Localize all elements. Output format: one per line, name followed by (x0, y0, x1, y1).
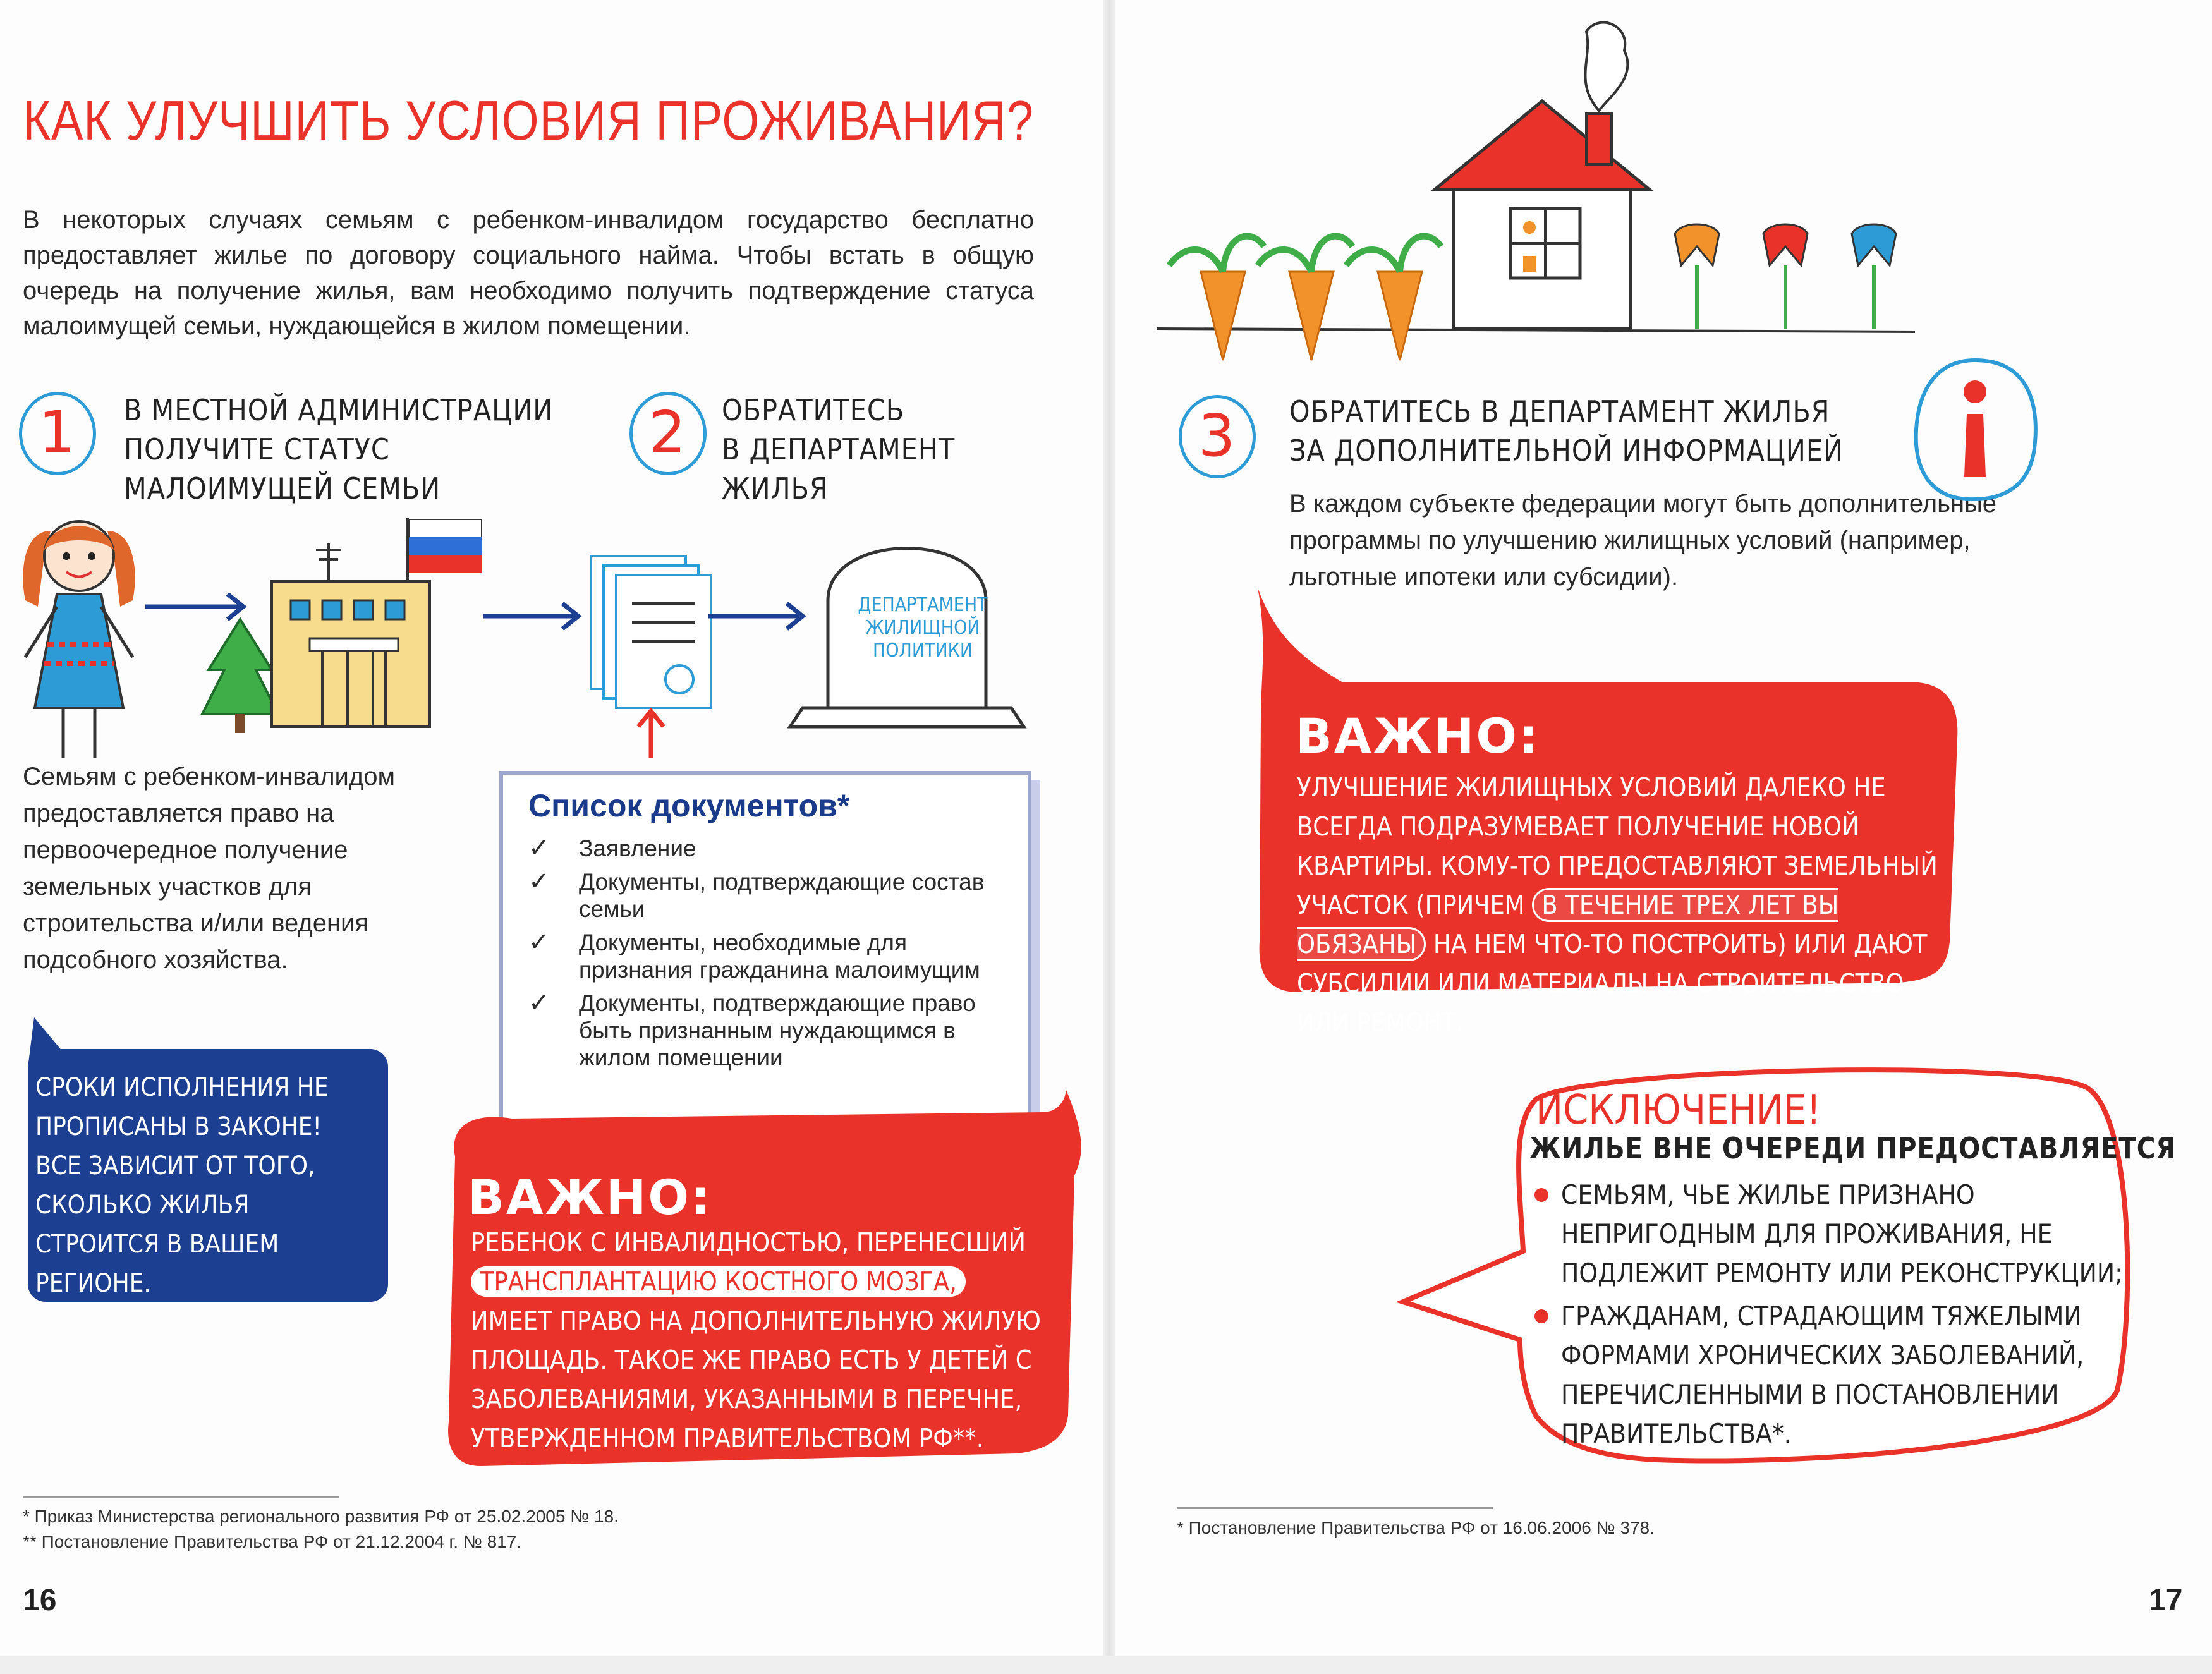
tree-icon (202, 619, 278, 733)
step-1-digit: 1 (38, 399, 76, 466)
step-3-line-2: ЗА ДОПОЛНИТЕЛЬНОЙ ИНФОРМАЦИЕЙ (1289, 434, 1844, 468)
list-item (528, 929, 1021, 983)
exception-list (1529, 1175, 2136, 1457)
tulip-icon (1852, 224, 1896, 329)
exception-title: ИСКЛЮЧЕНИЕ! (1536, 1087, 1821, 1134)
department-sign-line-2: ЖИЛИЩНОЙ (865, 617, 980, 639)
footnote-2: ** Постановление Правительства РФ от 21.12.2004 г. № 817. (23, 1532, 522, 1551)
list-item-text: ГРАЖДАНАМ, СТРАДАЮЩИМ ТЯЖЕЛЫМИ ФОРМАМИ ХРОНИЧЕСКИХ ЗАБОЛЕВАНИЙ, ПЕРЕЧИСЛЕННЫМИ В ПОСТАНОВЛЕНИИ ПРАВИТЕЛЬСТВА*. (1561, 1301, 2084, 1449)
step-1-label (124, 391, 629, 508)
check-icon: ✓ (528, 868, 550, 895)
list-item-text: Документы, необходимые для признания гражданина малоимущим (579, 930, 980, 983)
info-icon (1909, 354, 2041, 506)
step-3-label (1289, 392, 1896, 470)
book-gutter (1103, 0, 1115, 1674)
step-1-line-3: МАЛОИМУЩЕЙ СЕМЬИ (124, 471, 441, 506)
documents-list (528, 835, 1021, 1077)
documents-icon (591, 556, 711, 708)
list-item (1529, 1175, 2136, 1293)
important-text-right-part1: УЛУЧШЕНИЕ ЖИЛИЩНЫХ УСЛОВИЙ ДАЛЕКО НЕ ВСЕГДА ПОДРАЗУМЕВАЕТ ПОЛУЧЕНИЕ НОВОЙ КВАРТИРЫ. КОМУ-ТО ПРЕДОСТАВЛЯЮТ ЗЕМЕЛЬНЫЙ УЧАСТОК (ПРИЧЕМ (1297, 772, 1938, 920)
house-icon (1435, 23, 1650, 329)
step-2-digit: 2 (648, 399, 686, 466)
tulip-icon (1763, 224, 1808, 329)
highlight-bone-marrow: ТРАНСПЛАНТАЦИЮ КОСТНОГО МОЗГА, (471, 1266, 966, 1297)
list-item-text: Документы, подтверждающие право быть признанным нуждающимся в жилом помещении (579, 990, 976, 1071)
important-text-right (1297, 768, 1954, 1042)
department-sign (841, 594, 1005, 662)
important-text-left (471, 1223, 1059, 1458)
check-icon: ✓ (528, 834, 550, 862)
documents-list-title: Список документов* (528, 788, 850, 823)
step-3-number (1179, 395, 1255, 477)
check-icon: ✓ (528, 928, 550, 956)
step-1-number (19, 392, 95, 474)
bullet-icon (1534, 1188, 1548, 1202)
step-2-line-1: ОБРАТИТЕСЬ (722, 393, 905, 427)
speech-tail (28, 1017, 116, 1068)
footnote-1: * Постановление Правительства РФ от 16.06.2006 № 378. (1177, 1518, 1655, 1538)
step-3-text: В каждом субъекте федерации могут быть дополнительные программы по улучшению жилищных условий (например, льготные ипотеки или субсидии). (1289, 490, 1997, 591)
carrot-icon (1258, 236, 1352, 360)
arrow-up-icon (638, 711, 664, 758)
land-plot-text: Семьям с ребенком-инвалидом предоставляется право на первоочередное получение земельных участков для строительства и/или ведения подсобного хозяйства. (23, 763, 395, 974)
department-sign-line-1: ДЕПАРТАМЕНТ (858, 594, 988, 616)
arrow-right-icon (483, 603, 578, 629)
step-3-digit: 3 (1198, 402, 1236, 470)
list-item (1529, 1297, 2136, 1453)
bullet-icon (1534, 1309, 1548, 1323)
arrow-right-icon (708, 603, 803, 629)
arrow-right-icon (145, 594, 243, 619)
page-number-left: 16 (23, 1584, 57, 1617)
exception-subtitle: ЖИЛЬЕ ВНЕ ОЧЕРЕДИ ПРЕДОСТАВЛЯЕТСЯ (1529, 1131, 2177, 1165)
important-text-left-part1: РЕБЕНОК С ИНВАЛИДНОСТЬЮ, ПЕРЕНЕСШИЙ (471, 1227, 1026, 1258)
carrot-icon (1346, 236, 1441, 360)
girl-icon (23, 521, 135, 758)
check-icon: ✓ (528, 989, 550, 1017)
list-item-text: Заявление (579, 835, 696, 861)
list-item (528, 990, 1021, 1071)
important-text-right-part2: НА НЕМ ЧТО-ТО ПОСТРОИТЬ) ИЛИ ДАЮТ СУБСИДИИ ИЛИ МАТЕРИАЛЫ НА СТРОИТЕЛЬСТВО ИЛИ РЕМОНТ. (1297, 929, 1928, 1038)
footnotes-right (1177, 1515, 1935, 1541)
footnote-divider (23, 1496, 339, 1498)
step-1-line-1: В МЕСТНОЙ АДМИНИСТРАЦИИ (124, 393, 554, 427)
list-item-text: Документы, подтверждающие состав семьи (579, 869, 985, 922)
tulip-icon (1675, 224, 1719, 329)
important-heading-left: ВАЖНО: (468, 1169, 712, 1225)
highlight-three-years: В ТЕЧЕНИЕ ТРЕХ ЛЕТ ВЫ ОБЯЗАНЫ (1297, 888, 1838, 961)
step-2-line-3: ЖИЛЬЯ (722, 471, 829, 506)
step-2-ring (629, 392, 707, 475)
step-2-line-2: В ДЕПАРТАМЕНТ (722, 432, 956, 466)
step-1-line-2: ПОЛУЧИТЕ СТАТУС (124, 432, 390, 466)
step-3-line-1: ОБРАТИТЕСЬ В ДЕПАРТАМЕНТ ЖИЛЬЯ (1289, 394, 1830, 428)
step-2-label (722, 391, 1076, 508)
footnotes-left (23, 1504, 781, 1555)
deadline-note-text: СРОКИ ИСПОЛНЕНИЯ НЕ ПРОПИСАНЫ В ЗАКОНЕ! ВСЕ ЗАВИСИТ ОТ ТОГО, СКОЛЬКО ЖИЛЬЯ СТРОИТСЯ В ВАШЕМ РЕГИОНЕ. (35, 1073, 329, 1298)
intro-paragraph: В некоторых случаях семьям с ребенком-инвалидом государство бесплатно предоставляет жилье по договору социального найма. Чтобы встать в общую очередь на получение жилья, вам необходимо получить подтверждение статуса малоимущей семьи, нуждающейся в жилом помещении. (23, 206, 1034, 340)
administration-building-icon (272, 543, 430, 727)
page-title: КАК УЛУЧШИТЬ УСЛОВИЯ ПРОЖИВАНИЯ? (23, 89, 1034, 152)
documents-list-box (499, 771, 1031, 1139)
step-2-number (629, 392, 705, 474)
garden-illustration (1157, 6, 1915, 367)
important-text-left-part2: ИМЕЕТ ПРАВО НА ДОПОЛНИТЕЛЬНУЮ ЖИЛУЮ ПЛОЩАДЬ. ТАКОЕ ЖЕ ПРАВО ЕСТЬ У ДЕТЕЙ С ЗАБОЛЕВАНИЯМИ, УКАЗАННЫМИ В ПЕРЕЧНЕ, УТВЕРЖДЕННОМ ПРАВИТЕЛЬСТВОМ РФ**. (471, 1306, 1041, 1453)
list-item (528, 835, 1021, 862)
step-1-ring (19, 392, 96, 475)
page-number-right: 17 (2149, 1584, 2183, 1617)
list-item-text: СЕМЬЯМ, ЧЬЕ ЖИЛЬЕ ПРИЗНАНО НЕПРИГОДНЫМ ДЛЯ ПРОЖИВАНИЯ, НЕ ПОДЛЕЖИТ РЕМОНТУ ИЛИ РЕКОНСТРУКЦИИ; (1561, 1179, 2123, 1289)
footnote-divider (1177, 1507, 1493, 1509)
list-item (528, 868, 1021, 923)
step-3-ring (1179, 395, 1256, 478)
page-edge (0, 1656, 2212, 1674)
footnote-1: * Приказ Министерства регионального развития РФ от 25.02.2005 № 18. (23, 1507, 619, 1526)
carrot-icon (1169, 236, 1264, 360)
important-heading-right: ВАЖНО: (1296, 708, 1540, 764)
department-sign-line-3: ПОЛИТИКИ (872, 640, 973, 662)
russian-flag-icon (408, 518, 482, 581)
